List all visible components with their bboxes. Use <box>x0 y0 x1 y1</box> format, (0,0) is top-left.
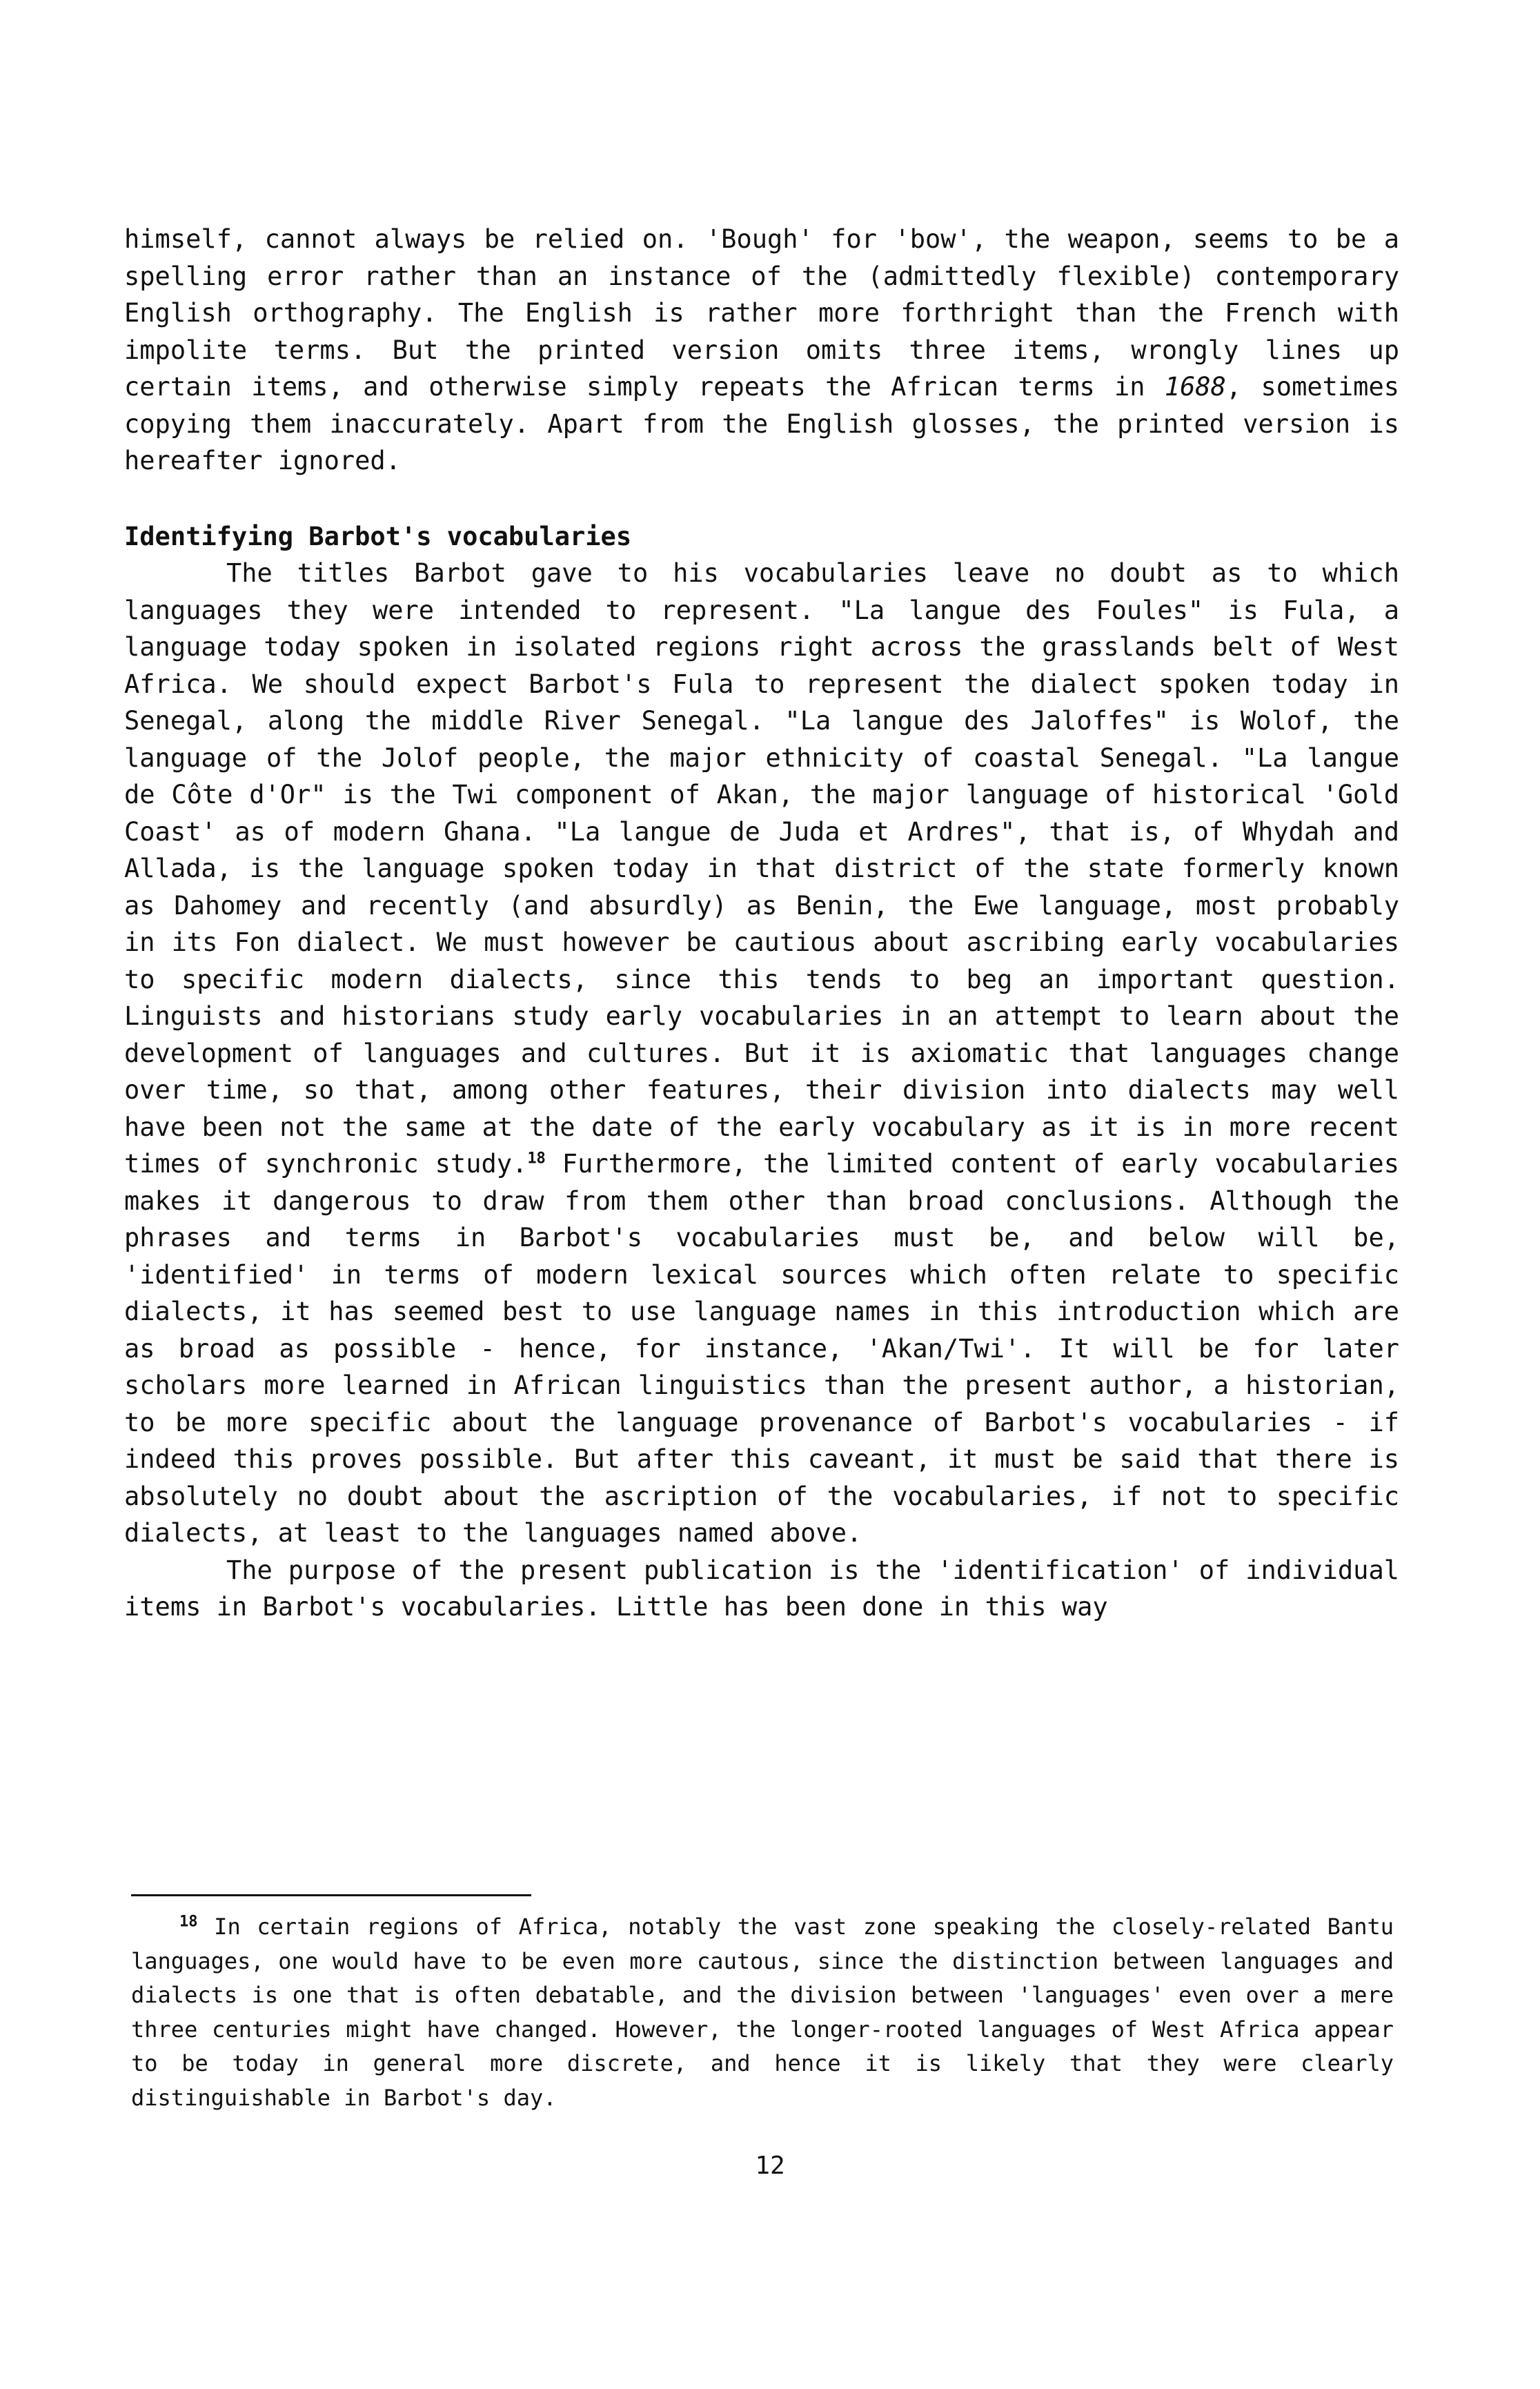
paragraph-1-text-b: , sometimes copying them inaccurately. Apart from the English glosses, the printed version is hereafter ignored. <box>124 372 1399 475</box>
footnote-reference: 18 <box>527 1150 546 1168</box>
section-heading: Identifying Barbot's vocabularies <box>124 521 632 551</box>
footnote-divider <box>131 1894 531 1896</box>
paragraph-1 <box>124 221 1399 480</box>
page-number: 12 <box>755 2152 785 2180</box>
paragraph-3: The purpose of the present publication is the 'identification' of individual items in Barbot's vocabularies. Little has been done in this way <box>124 1555 1399 1622</box>
paragraph-2-text-a: The titles Barbot gave to his vocabularies leave no doubt as to which languages they were intended to represent. "La langue des Foules" is Fula, a language today spoken in isolated regions right across the grasslands belt of West Africa. We should expect Barbot's Fula to represent the dialect spoken today in Senegal, along the middle River Senegal. "La langue des Jaloffes" is Wolof, the language of the Jolof people, the major ethnicity of coastal Senegal. "La langue de Côte d'Or" is the Twi component of Akan, the major language of historical 'Gold Coast' as of modern Ghana. "La langue de Juda et Ardres", that is, of Whydah and Allada, is the language spoken today in that district of the state formerly known as Dahomey and recently (and absurdly) as Benin, the Ewe language, most probably in its Fon dialect. We must however be cautious about ascribing early vocabularies to specific modern dialects, since this tends to beg an important question. Linguists and historians study early vocabularies in an attempt to learn about the development of languages and cultures. But it is axiomatic that languages change over time, so that, among other features, their division into dialects may well have been not the same at the date of the early vocabulary as it is in more recent times of synchronic study. <box>124 558 1399 1179</box>
footnote-marker: 18 <box>179 1913 198 1931</box>
main-text <box>124 221 1399 1626</box>
paragraph-1-italic-year: 1688 <box>1164 372 1226 402</box>
paragraph-2 <box>124 555 1399 1552</box>
footnote-text: In certain regions of Africa, notably the vast zone speaking the closely-related Bantu languages, one would have to be even more cautous, since the distinction between languages and dialects is one that is often debatable, and the division between 'languages' even over a mere three centuries might have changed. However, the longer-rooted languages of West Africa appear to be today in general more discrete, and hence it is likely that they were clearly distinguishable in Barbot's day. <box>131 1914 1394 2111</box>
page-body <box>124 221 1399 1626</box>
footnote <box>131 1910 1394 2115</box>
paragraph-2-text-b: Furthermore, the limited content of early vocabularies makes it dangerous to draw from them other than broad conclusions. Although the phrases and terms in Barbot's vocabularies must be, and below will be, 'identified' in terms of modern lexical sources which often relate to specific dialects, it has seemed best to use language names in this introduction which are as broad as possible - hence, for instance, 'Akan/Twi'. It will be for later scholars more learned in African linguistics than the present author, a historian, to be more specific about the language provenance of Barbot's vocabularies - if indeed this proves possible. But after this caveant, it must be said that there is absolutely no doubt about the ascription of the vocabularies, if not to specific dialects, at least to the languages named above. <box>124 1149 1399 1548</box>
paragraph-1-text-a: himself, cannot always be relied on. 'Bough' for 'bow', the weapon, seems to be a spelling error rather than an instance of the (admittedly flexible) contemporary English orthography. The English is rather more forthright than the French with impolite terms. But the printed version omits three items, wrongly lines up certain items, and otherwise simply repeats the African terms in <box>124 224 1399 402</box>
